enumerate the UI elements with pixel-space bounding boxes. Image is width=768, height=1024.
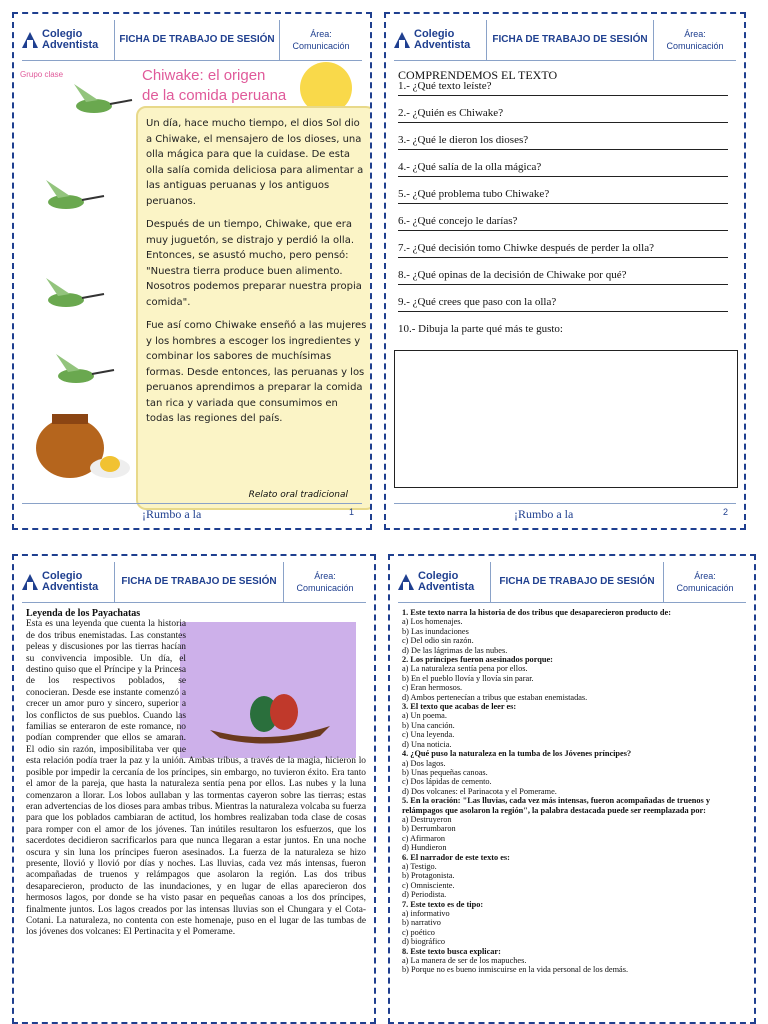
pot-illustration [30,398,134,488]
quiz-option[interactable]: d) Ambos pertenecían a tribus que estaban enemistadas. [402,692,588,702]
quiz-question: 8. Este texto busca explicar: [402,946,501,956]
question[interactable]: 1.- ¿Qué texto leíste? [398,80,728,96]
quiz-option[interactable]: a) La manera de ser de los mapuches. [402,956,527,966]
question[interactable]: 9.- ¿Qué crees que paso con la olla? [398,296,728,312]
school-logo: Colegio Adventista [394,29,486,51]
question[interactable]: 2.- ¿Quién es Chiwake? [398,107,728,123]
quiz-option[interactable]: a) La naturaleza sentía pena por ellos. [402,664,528,674]
logo-icon [394,32,410,48]
logo-icon [22,574,38,590]
story-text [146,116,368,435]
image-spacer [186,619,366,751]
legend-text [26,608,366,939]
story-paragraph: Un día, hace mucho tiempo, el dios Sol dio a Chiwake, el mensajero de los dioses, una olla mágica para que la cuidase. De esta olla salía comida deliciosa para alimentar a las antiguas peruanas y los antiguos peruanos. [146,118,364,207]
hummingbird-illustration [36,174,106,224]
area-label: Área: Comunicación [292,29,350,51]
question[interactable]: 3.- ¿Qué le dieron los dioses? [398,134,728,150]
quiz-question: 4. ¿Qué puso la naturaleza en la tumba de los Jóvenes príncipes? [402,749,632,759]
quiz-question: 6. El narrador de este texto es: [402,852,510,862]
quiz-option[interactable]: b) Unas pequeñas canoas. [402,767,488,777]
drawing-box[interactable] [394,350,738,488]
sheet-footer: ¡Rumbo a la 2 [394,503,736,524]
logo-line-2: Adventista [42,39,99,51]
quiz-option[interactable]: b) Protagonista. [402,871,455,881]
school-logo [22,29,114,51]
quiz-option[interactable]: d) Periodista. [402,890,447,900]
quiz-option[interactable]: b) Las inundaciones [402,626,469,636]
hummingbird-illustration [46,348,116,398]
logo-line-1: Colegio [42,28,83,40]
worksheet-page-1 [12,12,372,530]
hummingbird-illustration [36,272,106,322]
area-label: Área: Comunicación [676,571,734,593]
quiz-option[interactable]: b) Una canción. [402,720,455,730]
quiz-option[interactable]: a) informativo [402,909,450,918]
footer-text: ¡Rumbo a la [142,507,202,521]
sheet-header [398,562,746,603]
quiz-option[interactable]: d) Una noticia. [402,739,452,749]
quiz-question: 5. En la oración: "Las lluvias, cada vez más intensas, fueron acompañadas de truenos y relámpagos que asolaron la región", la palabra destacada puede ser reemplazada por: [402,796,711,815]
quiz-question: 1. Este texto narra la historia de dos tribus que desaparecieron producto de: [402,608,671,617]
quiz-option[interactable]: b) Derrumbaron [402,824,456,834]
sheet-title: FICHA DE TRABAJO DE SESIÓN [114,562,284,602]
quiz-option[interactable]: c) Del odio sin razón. [402,636,474,646]
quiz-option[interactable]: c) Eran hermosos. [402,683,463,693]
quiz-option[interactable]: d) biográfico [402,937,446,947]
quiz-option[interactable]: b) En el pueblo llovía y llovía sin parar. [402,673,534,683]
quiz-option[interactable]: d) De las lágrimas de las nubes. [402,645,508,655]
quiz-option[interactable]: b) narrativo [402,918,441,928]
area-label: Área: Comunicación [666,29,724,51]
school-logo: Colegio Adventista [398,571,490,593]
question[interactable]: 6.- ¿Qué concejo le darías? [398,215,728,231]
quiz-question: 3. El texto que acabas de leer es: [402,702,517,712]
question[interactable]: 4.- ¿Qué salía de la olla mágica? [398,161,728,177]
hummingbird-illustration [64,78,134,128]
legend-body: Esta es una leyenda que cuenta la historia de dos tribus enemistadas. Las constantes peleas y discusiones por las tierras hacían su convivencia imposible. Un día, el destino quiso que el Príncipe y la Princesa de los respectivos poblados, se conocieran. Desde ese instante comenzó a crecer un amor puro y sincero, superior a los conflictos de sus pueblos. Cuando las familias se enteraron de este romance, no podían comprender que ellos se amaran. El odio sin razón, imposibilitaba ver que esta relación podía traer la paz y la unión. Ambas tribus, a través de la magia, hicieron lo posible por impedir la cercanía de los príncipes, sin embargo, no tuvieron éxito. Era tanto el amor de la pareja, que hasta la naturaleza sentía pena por ellos. Las nubes y la luna comenzaron a llorar. Los lobos aullaban y las tormentas cayeron sobre las tierras; estas eran advertencias de los dioses para ambas tribus. Mientras la naturaleza volcaba su fuerza para que los poblados cambiaran de actitud, los hombres realizaban toda clase de cosas para romper con el amor de los jóvenes. Tan inútiles resultaron los esfuerzos, que los sacerdotes decidieron sacrificarlos para que nunca llegaran a estar juntos. En una noche oscura y sin luna los príncipes fueron asesinados. La fuerza de la naturaleza se hizo presente, llovió y llovió por días y noches. Las lluvias, cada vez más intensas, fueron acompañadas de truenos y relámpagos que asolaron la región. Las dos tribus desaparecieron, producto de las inundaciones, y en lugar de ellas aparecieron dos hermosos lagos, por donde se ha visto pasar en pequeñas canoas a los dos príncipes, finalmente juntos. Los lagos creados por las intensas lluvias son el Chungara y el Cota-Cotani. La naturaleza, no contenta con este homenaje, puso en el lugar de las tumbas de los jóvenes dos volcanes: El Pertinacita y el Pomerame. [26,619,366,938]
logo-icon [398,574,414,590]
quiz-option[interactable]: c) Omnisciente. [402,880,455,890]
quiz-option[interactable]: c) Dos lápidas de cemento. [402,777,492,787]
worksheet-page-2 [384,12,746,530]
logo-icon [22,32,38,48]
legend-title: Leyenda de los Payachatas [26,608,141,619]
quiz-option[interactable]: d) Dos volcanes: el Parinacota y el Pomerame. [402,786,557,796]
question[interactable]: 8.- ¿Qué opinas de la decisión de Chiwake por qué? [398,269,728,285]
quiz-list [402,608,744,975]
story-paragraph: Fue así como Chiwake enseñó a las mujeres y los hombres a escoger los ingredientes y combinar los sabores de muchísimas formas. Desde entonces, las peruanas y los peruanos aprendimos a preparar la comida tan rica y variada que consumimos en todas las regiones del país. [146,320,367,424]
story-paragraph: Después de un tiempo, Chiwake, que era muy juguetón, se distrajo y perdió la olla. Entonces, se asustó mucho, pero pensó: "Nuestra tierra produce buen alimento. Nosotros podemos preparar nuestra propia comida". [146,219,362,308]
quiz-option[interactable]: a) Un poema. [402,711,447,721]
quiz-question: 7. Este texto es de tipo: [402,899,484,909]
quiz-option[interactable]: d) Hundieron [402,843,447,853]
sheet-title: FICHA DE TRABAJO DE SESIÓN [490,562,664,602]
worksheet-page-4 [388,554,756,1024]
quiz-option[interactable]: c) Afirmaron [402,833,446,843]
group-label: Grupo clase [20,70,64,79]
quiz-option[interactable]: c) Una leyenda. [402,730,455,740]
area-label: Área: Comunicación [296,571,354,593]
section-heading: COMPRENDEMOS EL TEXTO [398,68,558,82]
sheet-header [394,20,736,61]
story-credit: Relato oral tradicional [248,490,348,500]
quiz-option[interactable]: b) Porque no es bueno inmiscuirse en la vida personal de los demás. [402,965,629,975]
sheet-header [22,20,362,61]
page-number: 1 [348,507,354,517]
question[interactable]: 5.- ¿Qué problema tubo Chiwake? [398,188,728,204]
quiz-option[interactable]: a) Los homenajes. [402,617,463,627]
quiz-option[interactable]: a) Destruyeron [402,814,452,824]
quiz-option[interactable]: a) Testigo. [402,861,437,871]
sheet-footer [22,503,362,524]
sheet-title: FICHA DE TRABAJO DE SESIÓN [486,20,654,60]
question[interactable]: 10.- Dibuja la parte qué más te gusto: [398,323,563,335]
quiz-question: 2. Los príncipes fueron asesinados porque: [402,655,553,665]
sheet-header [22,562,366,603]
school-logo: Colegio Adventista [22,571,114,593]
worksheet-page-3 [12,554,376,1024]
sheet-title: FICHA DE TRABAJO DE SESIÓN [114,20,280,60]
question[interactable]: 7.- ¿Qué decisión tomo Chiwke después de perder la olla? [398,242,728,258]
quiz-option[interactable]: a) Dos lagos. [402,758,446,768]
quiz-option[interactable]: c) poético [402,927,435,937]
story-title: Chiwake: el origen de la comida peruana [142,67,287,104]
